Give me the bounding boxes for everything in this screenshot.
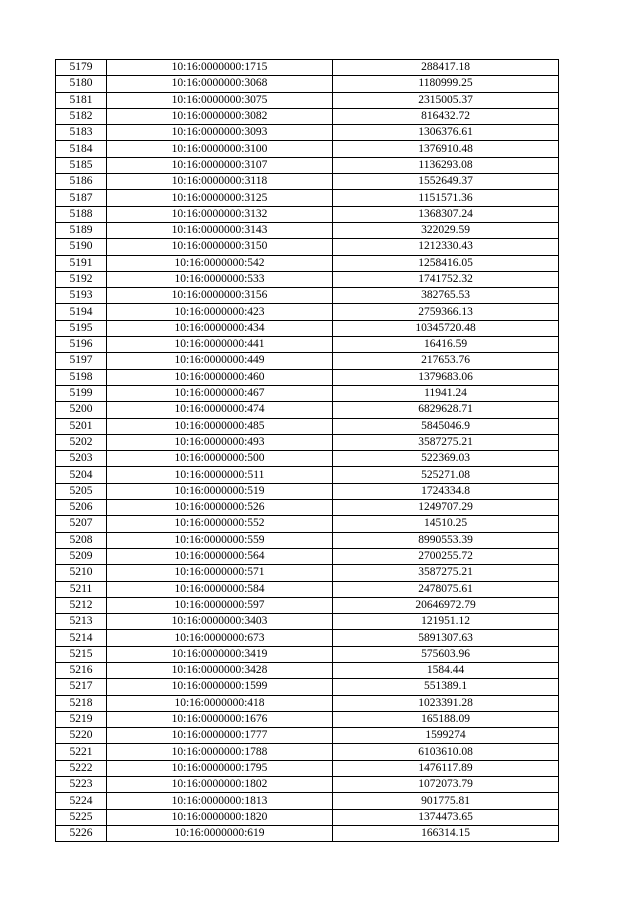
cadastral-number-cell: 10:16:0000000:3403: [107, 614, 333, 630]
table-row: [56, 60, 559, 76]
table-row: [56, 337, 559, 353]
table-row: [56, 662, 559, 678]
table-row: [56, 418, 559, 434]
table-row: [56, 597, 559, 613]
value-cell: 165188.09: [333, 711, 559, 727]
row-number-cell: 5200: [56, 402, 107, 418]
row-number-cell: 5186: [56, 174, 107, 190]
cadastral-number-cell: 10:16:0000000:3125: [107, 190, 333, 206]
row-number-cell: 5223: [56, 777, 107, 793]
row-number-cell: 5206: [56, 500, 107, 516]
table-row: [56, 255, 559, 271]
value-cell: 1023391.28: [333, 695, 559, 711]
value-cell: 1379683.06: [333, 369, 559, 385]
value-cell: 8990553.39: [333, 532, 559, 548]
table-row: [56, 369, 559, 385]
table-row: [56, 516, 559, 532]
table-row: [56, 548, 559, 564]
table-row: [56, 728, 559, 744]
table-row: [56, 239, 559, 255]
cadastral-number-cell: 10:16:0000000:3075: [107, 92, 333, 108]
cadastral-number-cell: 10:16:0000000:493: [107, 434, 333, 450]
row-number-cell: 5203: [56, 451, 107, 467]
value-cell: 1306376.61: [333, 125, 559, 141]
row-number-cell: 5204: [56, 467, 107, 483]
cadastral-number-cell: 10:16:0000000:1777: [107, 728, 333, 744]
value-cell: 1249707.29: [333, 500, 559, 516]
table-row: [56, 825, 559, 841]
cadastral-number-cell: 10:16:0000000:3107: [107, 157, 333, 173]
cadastral-number-cell: 10:16:0000000:3118: [107, 174, 333, 190]
table-row: [56, 320, 559, 336]
row-number-cell: 5209: [56, 548, 107, 564]
value-cell: 6103610.08: [333, 744, 559, 760]
table-row: [56, 206, 559, 222]
table-row: [56, 434, 559, 450]
value-cell: 1151571.36: [333, 190, 559, 206]
row-number-cell: 5217: [56, 679, 107, 695]
row-number-cell: 5212: [56, 597, 107, 613]
table-row: [56, 76, 559, 92]
value-cell: 1599274: [333, 728, 559, 744]
value-cell: 11941.24: [333, 385, 559, 401]
row-number-cell: 5190: [56, 239, 107, 255]
row-number-cell: 5208: [56, 532, 107, 548]
row-number-cell: 5184: [56, 141, 107, 157]
row-number-cell: 5188: [56, 206, 107, 222]
value-cell: 525271.08: [333, 467, 559, 483]
value-cell: 20646972.79: [333, 597, 559, 613]
cadastral-number-cell: 10:16:0000000:559: [107, 532, 333, 548]
row-number-cell: 5179: [56, 60, 107, 76]
cadastral-number-cell: 10:16:0000000:3150: [107, 239, 333, 255]
table-row: [56, 581, 559, 597]
value-cell: 3587275.21: [333, 565, 559, 581]
table-row: [56, 141, 559, 157]
cadastral-number-cell: 10:16:0000000:1599: [107, 679, 333, 695]
cadastral-number-cell: 10:16:0000000:1676: [107, 711, 333, 727]
row-number-cell: 5194: [56, 304, 107, 320]
cadastral-number-cell: 10:16:0000000:3143: [107, 222, 333, 238]
cadastral-number-cell: 10:16:0000000:3156: [107, 288, 333, 304]
cadastral-number-cell: 10:16:0000000:485: [107, 418, 333, 434]
row-number-cell: 5221: [56, 744, 107, 760]
value-cell: 1724334.8: [333, 483, 559, 499]
row-number-cell: 5199: [56, 385, 107, 401]
table-row: [56, 467, 559, 483]
row-number-cell: 5197: [56, 353, 107, 369]
table-row: [56, 385, 559, 401]
value-cell: 1741752.32: [333, 271, 559, 287]
cadastral-number-cell: 10:16:0000000:533: [107, 271, 333, 287]
value-cell: 288417.18: [333, 60, 559, 76]
table-row: [56, 614, 559, 630]
cadastral-number-cell: 10:16:0000000:3082: [107, 108, 333, 124]
cadastral-number-cell: 10:16:0000000:584: [107, 581, 333, 597]
cadastral-number-cell: 10:16:0000000:571: [107, 565, 333, 581]
value-cell: 816432.72: [333, 108, 559, 124]
value-cell: 575603.96: [333, 646, 559, 662]
cadastral-number-cell: 10:16:0000000:1715: [107, 60, 333, 76]
table-row: [56, 483, 559, 499]
cadastral-number-cell: 10:16:0000000:460: [107, 369, 333, 385]
table-row: [56, 271, 559, 287]
value-cell: 1212330.43: [333, 239, 559, 255]
row-number-cell: 5213: [56, 614, 107, 630]
value-cell: 1584.44: [333, 662, 559, 678]
table-row: [56, 402, 559, 418]
value-cell: 2700255.72: [333, 548, 559, 564]
row-number-cell: 5182: [56, 108, 107, 124]
table-row: [56, 92, 559, 108]
cadastral-number-cell: 10:16:0000000:526: [107, 500, 333, 516]
value-cell: 2478075.61: [333, 581, 559, 597]
row-number-cell: 5183: [56, 125, 107, 141]
row-number-cell: 5202: [56, 434, 107, 450]
table-row: [56, 711, 559, 727]
value-cell: 1552649.37: [333, 174, 559, 190]
row-number-cell: 5226: [56, 825, 107, 841]
cadastral-number-cell: 10:16:0000000:552: [107, 516, 333, 532]
table-body: [56, 60, 559, 842]
table-row: [56, 108, 559, 124]
value-cell: 14510.25: [333, 516, 559, 532]
row-number-cell: 5181: [56, 92, 107, 108]
cadastral-number-cell: 10:16:0000000:3093: [107, 125, 333, 141]
table-row: [56, 679, 559, 695]
cadastral-number-cell: 10:16:0000000:449: [107, 353, 333, 369]
table-row: [56, 288, 559, 304]
row-number-cell: 5210: [56, 565, 107, 581]
row-number-cell: 5220: [56, 728, 107, 744]
row-number-cell: 5224: [56, 793, 107, 809]
cadastral-number-cell: 10:16:0000000:3428: [107, 662, 333, 678]
data-table: [55, 59, 559, 842]
cadastral-number-cell: 10:16:0000000:418: [107, 695, 333, 711]
row-number-cell: 5192: [56, 271, 107, 287]
row-number-cell: 5191: [56, 255, 107, 271]
cadastral-number-cell: 10:16:0000000:542: [107, 255, 333, 271]
value-cell: 1374473.65: [333, 809, 559, 825]
table-row: [56, 222, 559, 238]
row-number-cell: 5207: [56, 516, 107, 532]
table-row: [56, 125, 559, 141]
cadastral-number-cell: 10:16:0000000:3419: [107, 646, 333, 662]
cadastral-number-cell: 10:16:0000000:1788: [107, 744, 333, 760]
value-cell: 2759366.13: [333, 304, 559, 320]
row-number-cell: 5195: [56, 320, 107, 336]
cadastral-number-cell: 10:16:0000000:1813: [107, 793, 333, 809]
row-number-cell: 5189: [56, 222, 107, 238]
cadastral-number-cell: 10:16:0000000:1802: [107, 777, 333, 793]
cadastral-number-cell: 10:16:0000000:1820: [107, 809, 333, 825]
table-row: [56, 500, 559, 516]
table-row: [56, 744, 559, 760]
value-cell: 522369.03: [333, 451, 559, 467]
row-number-cell: 5205: [56, 483, 107, 499]
row-number-cell: 5222: [56, 760, 107, 776]
row-number-cell: 5187: [56, 190, 107, 206]
cadastral-number-cell: 10:16:0000000:474: [107, 402, 333, 418]
table-row: [56, 793, 559, 809]
table-row: [56, 777, 559, 793]
value-cell: 166314.15: [333, 825, 559, 841]
cadastral-number-cell: 10:16:0000000:3132: [107, 206, 333, 222]
row-number-cell: 5225: [56, 809, 107, 825]
row-number-cell: 5180: [56, 76, 107, 92]
cadastral-number-cell: 10:16:0000000:3100: [107, 141, 333, 157]
row-number-cell: 5214: [56, 630, 107, 646]
value-cell: 1368307.24: [333, 206, 559, 222]
value-cell: 2315005.37: [333, 92, 559, 108]
value-cell: 1376910.48: [333, 141, 559, 157]
table-row: [56, 157, 559, 173]
table-row: [56, 304, 559, 320]
cadastral-number-cell: 10:16:0000000:564: [107, 548, 333, 564]
cadastral-number-cell: 10:16:0000000:511: [107, 467, 333, 483]
table-row: [56, 565, 559, 581]
table-row: [56, 809, 559, 825]
table-row: [56, 532, 559, 548]
value-cell: 1136293.08: [333, 157, 559, 173]
table-row: [56, 451, 559, 467]
table-row: [56, 646, 559, 662]
row-number-cell: 5216: [56, 662, 107, 678]
value-cell: 382765.53: [333, 288, 559, 304]
row-number-cell: 5185: [56, 157, 107, 173]
value-cell: 5891307.63: [333, 630, 559, 646]
row-number-cell: 5215: [56, 646, 107, 662]
cadastral-number-cell: 10:16:0000000:423: [107, 304, 333, 320]
row-number-cell: 5193: [56, 288, 107, 304]
cadastral-number-cell: 10:16:0000000:500: [107, 451, 333, 467]
value-cell: 551389.1: [333, 679, 559, 695]
row-number-cell: 5198: [56, 369, 107, 385]
value-cell: 121951.12: [333, 614, 559, 630]
value-cell: 3587275.21: [333, 434, 559, 450]
row-number-cell: 5219: [56, 711, 107, 727]
cadastral-number-cell: 10:16:0000000:619: [107, 825, 333, 841]
table-row: [56, 695, 559, 711]
value-cell: 16416.59: [333, 337, 559, 353]
row-number-cell: 5211: [56, 581, 107, 597]
cadastral-number-cell: 10:16:0000000:1795: [107, 760, 333, 776]
value-cell: 1180999.25: [333, 76, 559, 92]
table-row: [56, 353, 559, 369]
cadastral-number-cell: 10:16:0000000:673: [107, 630, 333, 646]
table-row: [56, 190, 559, 206]
value-cell: 1258416.05: [333, 255, 559, 271]
cadastral-number-cell: 10:16:0000000:467: [107, 385, 333, 401]
cadastral-number-cell: 10:16:0000000:597: [107, 597, 333, 613]
value-cell: 6829628.71: [333, 402, 559, 418]
value-cell: 217653.76: [333, 353, 559, 369]
table-row: [56, 630, 559, 646]
row-number-cell: 5218: [56, 695, 107, 711]
value-cell: 901775.81: [333, 793, 559, 809]
table-row: [56, 760, 559, 776]
cadastral-number-cell: 10:16:0000000:441: [107, 337, 333, 353]
cadastral-number-cell: 10:16:0000000:519: [107, 483, 333, 499]
cadastral-number-cell: 10:16:0000000:3068: [107, 76, 333, 92]
cadastral-number-cell: 10:16:0000000:434: [107, 320, 333, 336]
row-number-cell: 5201: [56, 418, 107, 434]
value-cell: 5845046.9: [333, 418, 559, 434]
value-cell: 10345720.48: [333, 320, 559, 336]
value-cell: 322029.59: [333, 222, 559, 238]
table-row: [56, 174, 559, 190]
value-cell: 1476117.89: [333, 760, 559, 776]
row-number-cell: 5196: [56, 337, 107, 353]
value-cell: 1072073.79: [333, 777, 559, 793]
